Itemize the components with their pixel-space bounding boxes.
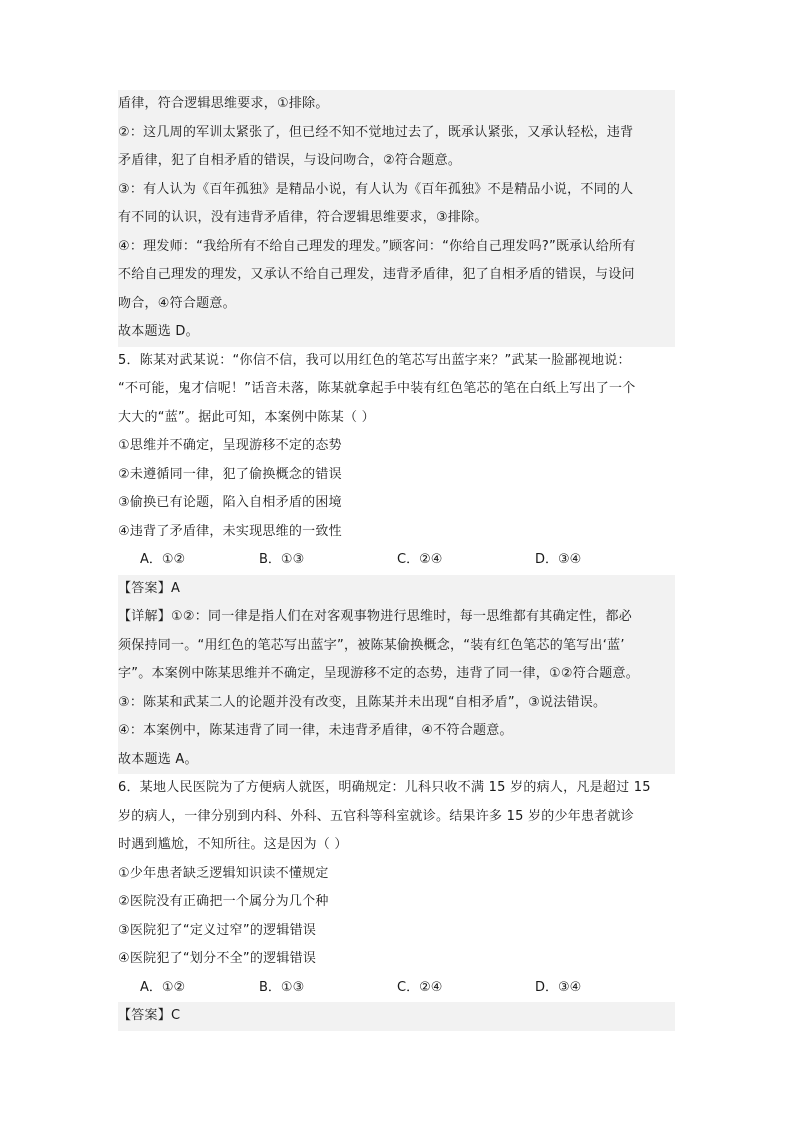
q4-expl-line: ③：有人认为《百年孤独》是精品小说，有人认为《百年孤独》不是精品小说，不同的人 xyxy=(118,176,675,205)
q4-expl-line: 矛盾律，犯了自相矛盾的错误，与设问吻合，②符合题意。 xyxy=(118,147,675,176)
q5-expl-line: ④：本案例中，陈某违背了同一律，未违背矛盾律，④不符合题意。 xyxy=(118,717,675,746)
q5-item-3: ③偷换已有论题，陷入自相矛盾的困境 xyxy=(118,495,342,510)
q5-stem-line: “不可能，鬼才信呢！”话音未落，陈某就拿起手中装有红色笔芯的笔在白纸上写出了一个 xyxy=(118,381,636,396)
q5-option-c: C．②④ xyxy=(397,552,443,567)
q5-option-b: B．①③ xyxy=(259,552,305,567)
q6-item-1: ①少年患者缺乏逻辑知识读不懂规定 xyxy=(118,865,329,881)
q6-stem-line: 时遇到尴尬，不知所往。这是因为（ ） xyxy=(118,837,348,852)
q6-options xyxy=(118,974,675,1003)
q6-option-d: D．③④ xyxy=(535,979,582,995)
q5-conclusion: 故本题选 A。 xyxy=(118,746,675,775)
q5-expl-line: ③：陈某和武某二人的论题并没有改变，且陈某并未出现“自相矛盾”，③说法错误。 xyxy=(118,689,675,718)
q6-item-2: ②医院没有正确把一个属分为几个种 xyxy=(118,894,329,909)
q6-answer: 【答案】C xyxy=(118,1002,675,1031)
q5-item-4: ④违背了矛盾律，未实现思维的一致性 xyxy=(118,523,342,539)
q4-expl-line: 吻合，④符合题意。 xyxy=(118,290,675,319)
q5-item-2: ②未遵循同一律，犯了偷换概念的错误 xyxy=(118,466,342,482)
q5-answer: 【答案】A xyxy=(118,575,675,604)
q6-option-c: C．②④ xyxy=(397,979,443,995)
q4-expl-line: 不给自己理发的理发，又承认不给自己理发，违背矛盾律，犯了自相矛盾的错误，与设问 xyxy=(118,261,675,290)
q6-stem-line: 6．某地人民医院为了方便病人就医，明确规定：儿科只收不满 15 岁的病人，凡是超过 15 xyxy=(118,780,651,795)
q4-conclusion: 故本题选 D。 xyxy=(118,318,675,347)
q5-options xyxy=(118,546,675,575)
q5-expl-line: 须保持同一。“用红色的笔芯写出蓝字”，被陈某偷换概念，“装有红色笔芯的笔写出‘蓝’ xyxy=(118,632,675,661)
q5-item-1: ①思维并不确定，呈现游移不定的态势 xyxy=(118,438,342,453)
q5-option-a: A．①② xyxy=(140,552,186,567)
q5-option-d: D．③④ xyxy=(535,552,582,567)
q5-stem-line: 5．陈某对武某说：“你信不信，我可以用红色的笔芯写出蓝字来？”武某一脸鄙视地说： xyxy=(118,352,631,368)
q4-expl-line: ④：理发师：“我给所有不给自己理发的理发。”顾客问：“你给自己理发吗?”既承认给所有 xyxy=(118,233,675,262)
q6-option-b: B．①③ xyxy=(259,979,305,995)
q6-item-3: ③医院犯了“定义过窄”的逻辑错误 xyxy=(118,922,317,938)
q5-expl-line: 【详解】①②：同一律是指人们在对客观事物进行思维时，每一思维都有其确定性，都必 xyxy=(118,603,675,632)
q6-stem-line: 岁的病人，一律分别到内科、外科、五官科等科室就诊。结果许多 15 岁的少年患者就诊 xyxy=(118,808,635,824)
q4-expl-line: 有不同的认识，没有违背矛盾律，符合逻辑思维要求，③排除。 xyxy=(118,204,675,233)
q6-option-a: A．①② xyxy=(140,979,186,995)
q4-expl-line: ②：这几周的军训太紧张了，但已经不知不觉地过去了，既承认紧张，又承认轻松，违背 xyxy=(118,119,675,148)
q6-item-4: ④医院犯了“划分不全”的逻辑错误 xyxy=(118,951,317,966)
q4-expl-line: 盾律，符合逻辑思维要求，①排除。 xyxy=(118,90,675,119)
q5-expl-line: 字”。本案例中陈某思维并不确定，呈现游移不定的态势，违背了同一律，①②符合题意。 xyxy=(118,660,675,689)
q5-stem-line: 大大的“蓝”。据此可知，本案例中陈某（ ） xyxy=(118,409,375,425)
